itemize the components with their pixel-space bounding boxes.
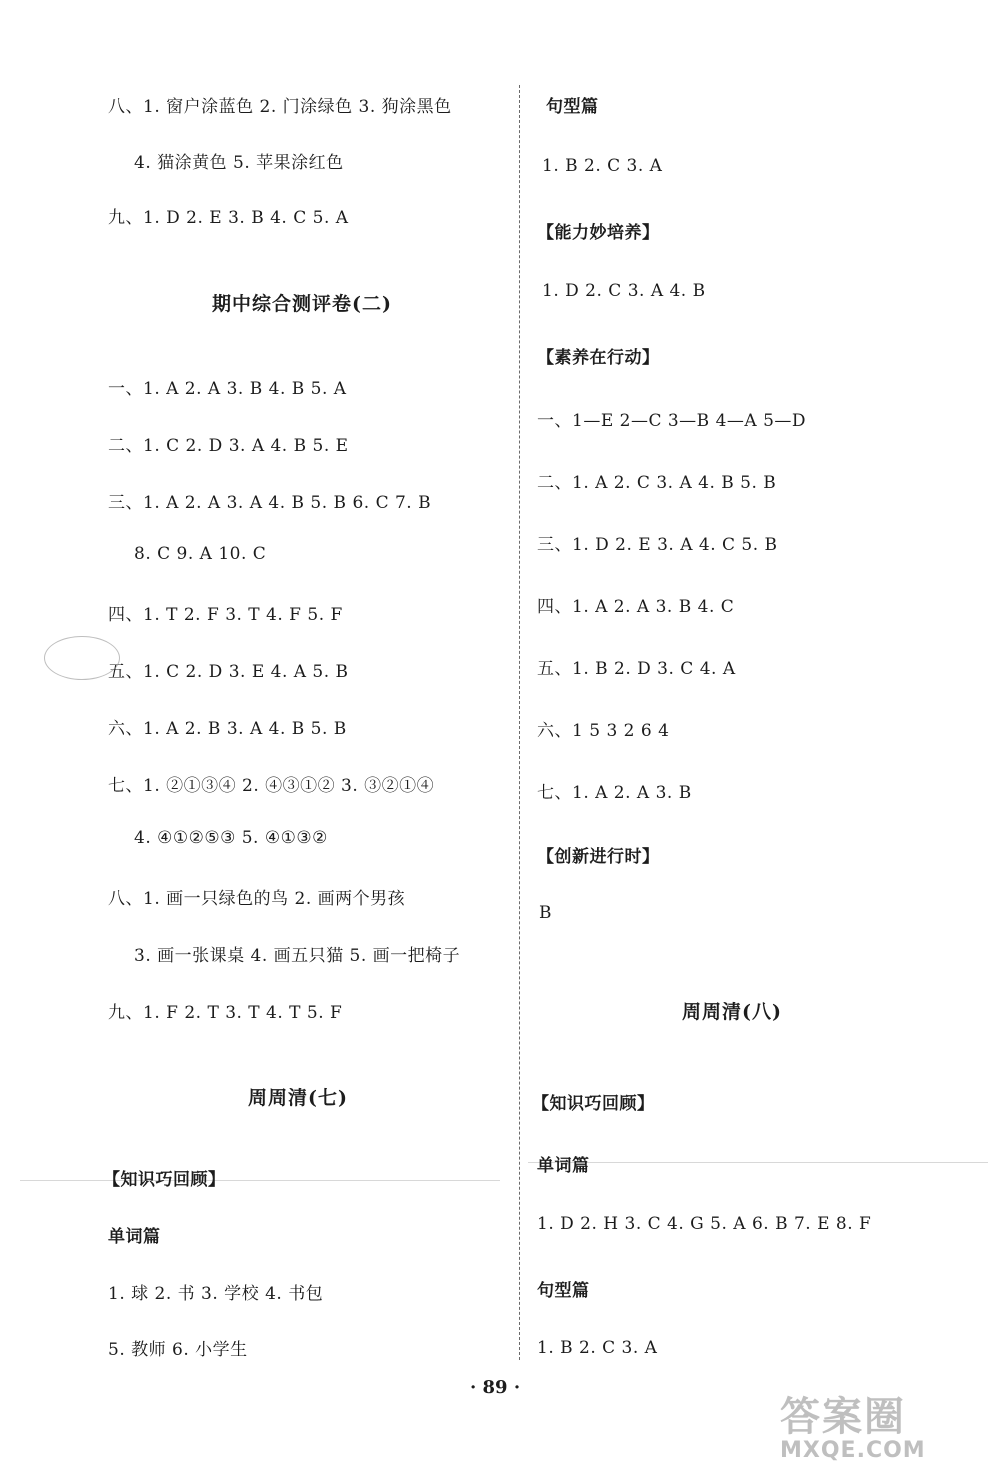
answer-line: 二、1. A 2. C 3. A 4. B 5. B bbox=[537, 473, 777, 493]
answer-line: 四、1. T 2. F 3. T 4. F 5. F bbox=[108, 605, 343, 625]
answer-line: 五、1. B 2. D 3. C 4. A bbox=[537, 659, 736, 679]
divider-rule bbox=[528, 1162, 988, 1163]
answer-line: 七、1. A 2. A 3. B bbox=[537, 783, 692, 803]
section-heading: 周周清(八) bbox=[682, 1001, 782, 1023]
answer-line: 4. ④①②⑤③ 5. ④①③② bbox=[134, 828, 328, 848]
watermark-logo: 答案圈 bbox=[780, 1394, 906, 1440]
answer-line: 三、1. A 2. A 3. A 4. B 5. B 6. C 7. B bbox=[108, 493, 432, 513]
answer-line: 3. 画一张课桌 4. 画五只猫 5. 画一把椅子 bbox=[134, 946, 461, 966]
subsection-heading: 【知识巧回顾】 bbox=[532, 1094, 655, 1114]
stamp-mark bbox=[44, 636, 120, 680]
answer-line: 五、1. C 2. D 3. E 4. A 5. B bbox=[108, 662, 349, 682]
answer-line: 九、1. F 2. T 3. T 4. T 5. F bbox=[108, 1003, 343, 1023]
site-watermark bbox=[780, 1385, 926, 1463]
column-divider bbox=[519, 85, 520, 1360]
subsection-heading: 句型篇 bbox=[546, 97, 599, 117]
subsection-heading: 单词篇 bbox=[108, 1227, 161, 1247]
page-number: · 89 · bbox=[470, 1377, 521, 1398]
subsection-heading: 【能力妙培养】 bbox=[537, 223, 660, 243]
answer-line: 4. 猫涂黄色 5. 苹果涂红色 bbox=[134, 153, 344, 173]
answer-line: B bbox=[539, 903, 552, 923]
answer-line: 八、1. 窗户涂蓝色 2. 门涂绿色 3. 狗涂黑色 bbox=[108, 97, 452, 117]
answer-line: 六、1 5 3 2 6 4 bbox=[537, 721, 670, 741]
answer-line: 1. 球 2. 书 3. 学校 4. 书包 bbox=[108, 1284, 324, 1304]
subsection-heading: 【知识巧回顾】 bbox=[103, 1170, 226, 1190]
answer-line: 三、1. D 2. E 3. A 4. C 5. B bbox=[537, 535, 778, 555]
answer-line: 四、1. A 2. A 3. B 4. C bbox=[537, 597, 735, 617]
answer-line: 1. B 2. C 3. A bbox=[537, 1338, 658, 1358]
section-heading: 周周清(七) bbox=[248, 1087, 348, 1109]
answer-line: 1. D 2. C 3. A 4. B bbox=[542, 281, 706, 301]
subsection-heading: 【素养在行动】 bbox=[537, 348, 660, 368]
answer-line: 八、1. 画一只绿色的鸟 2. 画两个男孩 bbox=[108, 889, 406, 909]
answer-line: 一、1. A 2. A 3. B 4. B 5. A bbox=[108, 379, 347, 399]
answer-line: 1. B 2. C 3. A bbox=[542, 156, 663, 176]
answer-line: 1. D 2. H 3. C 4. G 5. A 6. B 7. E 8. F bbox=[537, 1214, 872, 1234]
section-heading: 期中综合测评卷(二) bbox=[212, 293, 392, 315]
divider-rule bbox=[20, 1180, 500, 1181]
answer-line: 二、1. C 2. D 3. A 4. B 5. E bbox=[108, 436, 349, 456]
answer-line: 8. C 9. A 10. C bbox=[134, 544, 267, 564]
answer-line: 一、1—E 2—C 3—B 4—A 5—D bbox=[537, 411, 807, 431]
answer-line: 九、1. D 2. E 3. B 4. C 5. A bbox=[108, 208, 349, 228]
subsection-heading: 单词篇 bbox=[537, 1156, 590, 1176]
answer-line: 七、1. ②①③④ 2. ④③①② 3. ③②①④ bbox=[108, 776, 435, 796]
answer-line: 六、1. A 2. B 3. A 4. B 5. B bbox=[108, 719, 347, 739]
answer-line: 5. 教师 6. 小学生 bbox=[108, 1340, 248, 1360]
watermark-url: MXQE.COM bbox=[780, 1438, 926, 1463]
subsection-heading: 句型篇 bbox=[537, 1281, 590, 1301]
subsection-heading: 【创新进行时】 bbox=[537, 847, 660, 867]
